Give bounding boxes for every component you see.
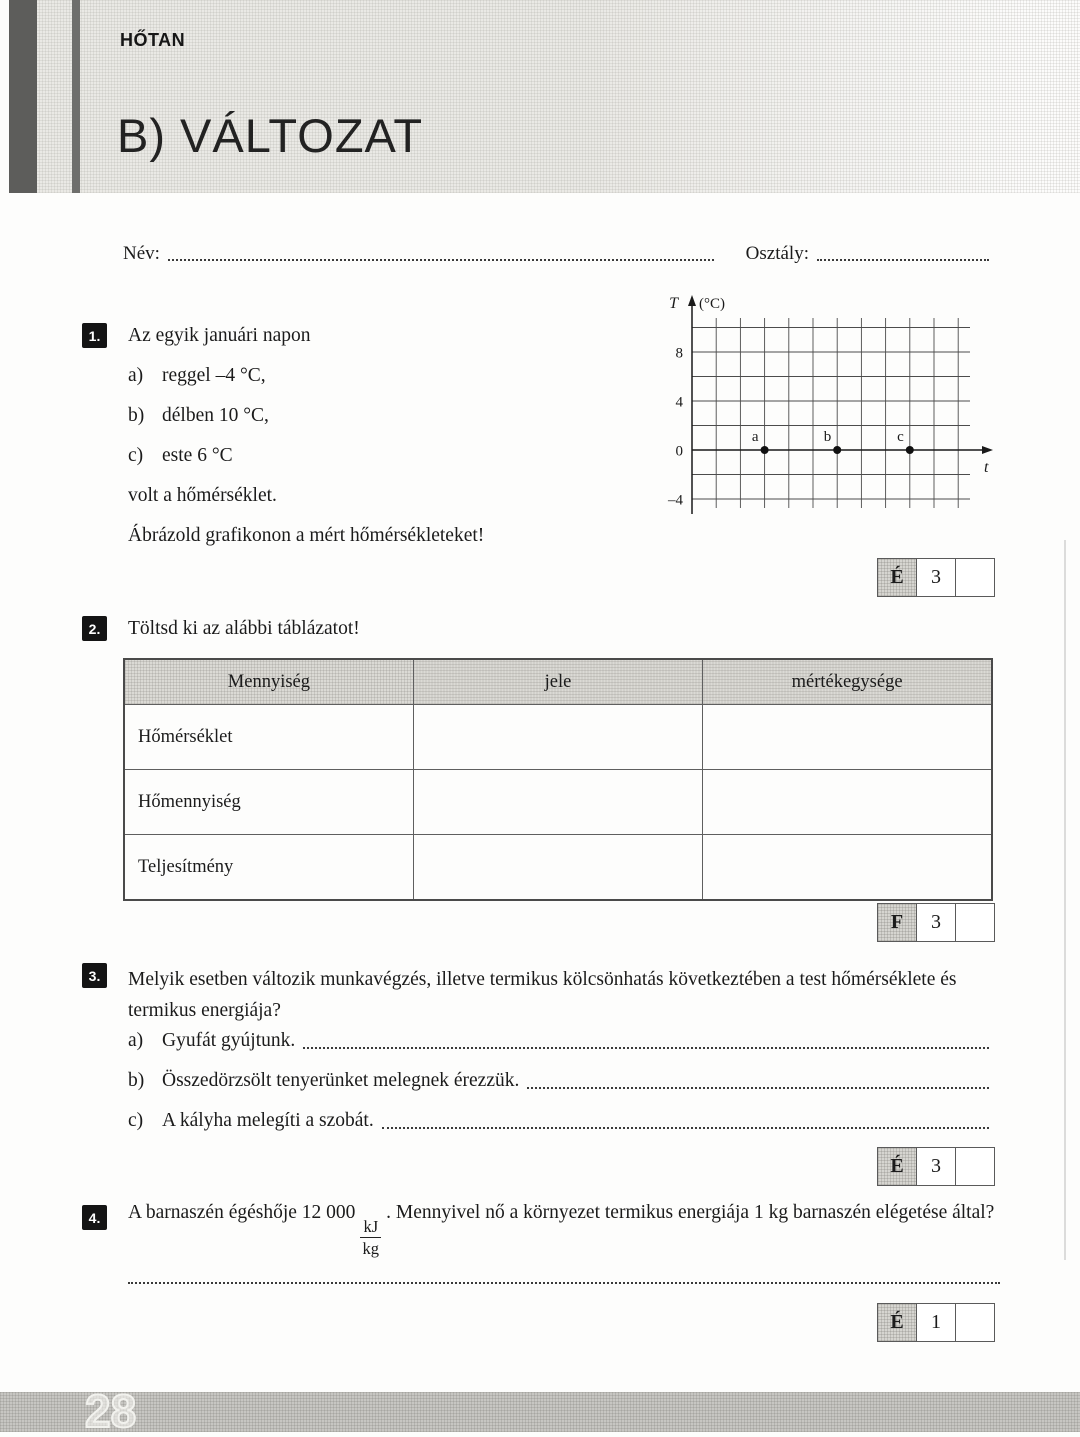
question-text-after: . Mennyivel nő a környezet termikus energiája 1 kg barnaszén elégetése által? — [386, 1202, 995, 1223]
table-cell-empty — [413, 770, 702, 835]
score-empty-cell — [955, 558, 995, 597]
exercise-3-score-box — [878, 1147, 995, 1186]
score-points-cell: 3 — [916, 558, 956, 597]
item-label: a) — [128, 365, 144, 386]
table-header-unit: mértékegysége — [703, 659, 992, 705]
table-row — [124, 705, 992, 770]
answer-fill-line — [303, 1037, 989, 1049]
table-cell-empty — [413, 705, 702, 770]
item-text: Gyufát gyújtunk. — [162, 1030, 296, 1051]
exercise-1-intro: Az egyik januári napon — [128, 325, 311, 346]
table-row — [124, 835, 992, 901]
exercise-4-answer-line — [128, 1268, 1000, 1284]
svg-text:a: a — [751, 429, 759, 445]
page-number: 28 — [85, 1385, 137, 1437]
item-label: c) — [128, 1110, 144, 1131]
item-label: b) — [128, 1070, 145, 1091]
svg-text:b: b — [823, 429, 832, 445]
exercise-4-score-box — [878, 1303, 995, 1342]
exercise-3-item-c — [128, 1110, 995, 1132]
section-label: HŐTAN — [120, 30, 186, 50]
svg-text:4: 4 — [675, 394, 683, 411]
exercise-2-score-box — [878, 903, 995, 942]
quantities-table — [123, 658, 993, 901]
name-fill-line — [168, 249, 714, 261]
class-fill-line — [817, 249, 989, 261]
table-cell-quantity: Hőmérséklet — [124, 705, 413, 770]
table-cell-empty — [703, 705, 992, 770]
exercise-1-score-box — [878, 558, 995, 597]
score-points-cell: 1 — [916, 1303, 956, 1342]
fraction-denominator: kg — [362, 1239, 380, 1259]
score-type-cell: É — [877, 558, 917, 597]
svg-text:–4: –4 — [668, 492, 683, 509]
exercise-2-task: Töltsd ki az alábbi táblázatot! — [128, 618, 360, 639]
class-label: Osztály: — [745, 243, 809, 264]
item-text: délben 10 °C, — [162, 405, 269, 426]
exercise-1-item-c — [128, 444, 628, 467]
item-label: a) — [128, 1030, 144, 1051]
score-points-cell: 3 — [916, 1147, 956, 1186]
exercise-3-number: 3. — [82, 963, 107, 988]
page-title: B) VÁLTOZAT — [117, 109, 424, 162]
table-cell-empty — [703, 835, 992, 901]
header-dark-bar — [9, 0, 37, 193]
question-text-before: A barnaszén égéshője 12 000 — [128, 1202, 356, 1223]
score-type-cell: É — [877, 1303, 917, 1342]
table-cell-quantity: Teljesítmény — [124, 835, 413, 901]
exercise-2-number: 2. — [82, 616, 107, 641]
score-type-cell: É — [877, 1147, 917, 1186]
item-text: Összedörzsölt tenyerünket melegnek érezzük. — [162, 1070, 520, 1091]
footer-band — [0, 1385, 1080, 1437]
item-text: A kályha melegíti a szobát. — [162, 1110, 374, 1131]
answer-fill-line — [382, 1117, 989, 1129]
temperature-chart-svg — [640, 290, 1005, 522]
temperature-chart — [640, 290, 1005, 522]
exercise-1-task: Ábrázold grafikonon a mért hőmérsékleteket! — [128, 525, 485, 546]
score-points-cell: 3 — [916, 903, 956, 942]
exercise-3-question: Melyik esetben változik munkavégzés, illetve termikus kölcsönhatás következtében a test hőmérséklete és termikus energiája? — [128, 969, 957, 1021]
fraction-kj-per-kg — [360, 1218, 381, 1258]
svg-text:c: c — [897, 429, 904, 445]
page-left-margin — [0, 0, 9, 193]
exercise-1-text — [128, 324, 628, 564]
fraction-numerator: kJ — [360, 1218, 381, 1238]
scan-edge-artifact — [1064, 540, 1066, 1260]
score-empty-cell — [955, 1147, 995, 1186]
table-header-row — [124, 659, 992, 705]
exercise-1-item-b — [128, 404, 628, 427]
header-thin-bar — [72, 0, 80, 193]
header-band — [0, 0, 1080, 193]
item-label: b) — [128, 405, 145, 426]
table-row — [124, 770, 992, 835]
item-text: este 6 °C — [162, 445, 233, 466]
table-cell-empty — [703, 770, 992, 835]
name-class-row — [123, 243, 995, 265]
svg-text:T: T — [669, 295, 678, 312]
answer-fill-line — [527, 1077, 989, 1089]
exercise-1-number: 1. — [82, 323, 107, 348]
exercise-3-item-a — [128, 1030, 995, 1052]
exercise-4-question — [128, 1197, 1008, 1258]
item-text: reggel –4 °C, — [162, 365, 266, 386]
exercise-1-outro: volt a hőmérséklet. — [128, 485, 277, 506]
score-type-cell: F — [877, 903, 917, 942]
item-label: c) — [128, 445, 144, 466]
exercise-4-number: 4. — [82, 1205, 107, 1230]
table-header-quantity: Mennyiség — [124, 659, 413, 705]
svg-text:8: 8 — [675, 345, 683, 362]
svg-text:0: 0 — [675, 443, 683, 460]
svg-text:(°C): (°C) — [699, 296, 725, 312]
table-header-symbol: jele — [413, 659, 702, 705]
score-empty-cell — [955, 1303, 995, 1342]
svg-text:t: t — [984, 459, 989, 476]
exercise-1-item-a — [128, 364, 628, 387]
exercise-3-item-b — [128, 1070, 995, 1092]
table-cell-quantity: Hőmennyiség — [124, 770, 413, 835]
name-label: Név: — [123, 243, 160, 264]
table-cell-empty — [413, 835, 702, 901]
score-empty-cell — [955, 903, 995, 942]
